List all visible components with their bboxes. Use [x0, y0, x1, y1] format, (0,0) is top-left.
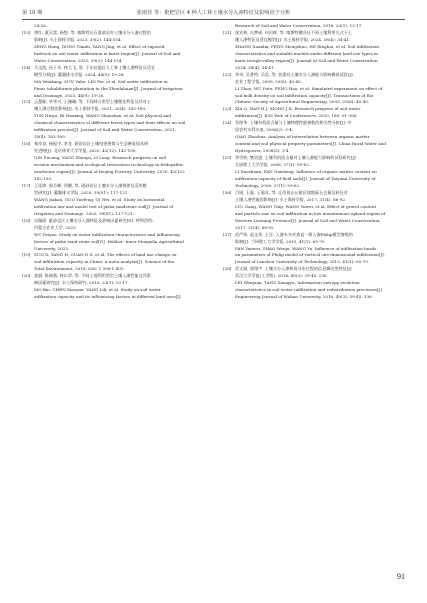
reference-number: [15] — [22, 99, 31, 105]
reference-line: 唐红, 董天富, 杨想, 等. 喀斯特区石漠基岩对土壤水分入渗过程的 — [34, 29, 151, 35]
issue-label: 第 10 期 — [22, 10, 43, 16]
reference-line: 壤入渗特征及适宜模型[J]. 水土保持学报, 2024, 38(4): 34-41. — [235, 36, 351, 42]
reference-line: Research of Soil and Water Conservation, 2016, 23(1): 13-17. — [235, 23, 363, 28]
reference-entry — [223, 232, 405, 267]
reference-entry — [22, 252, 204, 273]
reference-line: and particle size on soil infiltration in low mountainous upland region of — [235, 210, 386, 216]
reference-line: 乔照华. 土壤有机质含量与土壤物理性能参数的相关性分析[J]. 中 — [235, 120, 352, 126]
reference-line: chemical characteristics of different forest types and their effects on soil — [34, 120, 186, 126]
reference-line: Engineering Journal of Wuhan University, 2016, 49(3): 39-45, 136. — [235, 294, 373, 300]
header-rule — [22, 19, 405, 20]
reference-line: LI Zhuo, WU Pute, FENG Hao, et al. Simulated experiment on effect of — [235, 85, 383, 91]
reference-line: Technology, 2006, 37(1): 59-62. — [235, 182, 301, 188]
reference-number: [20] — [22, 273, 31, 279]
reference-line: content and soil physical property parameters[J]. China Rural Water and — [235, 141, 386, 147]
reference-entry — [22, 218, 204, 253]
reference-line: QIAO Zhaohua. Analysis of interrelation between organic matter — [235, 134, 370, 140]
reference-line: 2024, 38(4): 34-41. — [235, 64, 275, 70]
reference-line: 武汉大学学报(工学版), 2016, 49(3): 39-45, 136. — [235, 273, 328, 279]
reference-line: soil infiltration capacity in China: A meta-analysis[J]. Science of the — [34, 259, 175, 265]
running-title: 张雨佳 等：枇杷岩区 4 种人工林土壤水分入渗特征及影响因子分析 — [136, 10, 291, 16]
reference-line: 内蒙古农业大学, 2023. — [34, 224, 77, 230]
reference-line: XIA Q, HAN H J, XIONG J K. Research progress of soil water — [235, 106, 361, 112]
reference-line: erosion mechanism and ecological restoration technology in feldspathic — [34, 162, 184, 168]
reference-continuation — [223, 23, 405, 30]
reference-line: YUN Huiya, BI Huaxing, WANG Shanshan, et al. Soil physical and — [34, 113, 171, 119]
reference-line: 雷文娟, 唐翔宇. 土壤水分入渗和再分布过程的信息熵动变特征[J]. — [235, 266, 353, 272]
reference-line: Journal of Lanzhou University of Technology, 2015, 41(1): 65-70. — [235, 259, 370, 265]
reference-line: Pinus tabuliformis plantation in the Zhenlahuan[J]. Journal of Irrigation — [34, 85, 183, 91]
reference-line: on parameters of Philip model of vertical one-dimensional infiltration[J]. — [235, 252, 385, 258]
reference-entry — [223, 155, 405, 190]
reference-line: ZHANG Xuanlin, FENG Mengshuo, HE Binghui, et al. Soil infiltration — [235, 43, 379, 49]
reference-number: [17] — [22, 182, 31, 188]
reference-line: infiltration[J]. E3S Web of Conferences, 2020, 189: 01 006. — [235, 113, 358, 119]
reference-line: 型研究[J]. 灌溉排水学报, 2020, 39(S1): 117-121. — [34, 189, 129, 195]
reference-entry — [223, 190, 405, 232]
reference-line: 模型分析[J]. 灌溉排水学报, 2024, 44(9): 19-26. — [34, 71, 125, 77]
reference-line: 土壤入渗性能的影响[J]. 水土保持学报, 2017, 31(4): 86-92. — [235, 196, 347, 202]
reference-line: Total Environment, 2018, 626: 1 398-1 401. — [34, 266, 125, 272]
reference-line: 莫斌, 陈晓燕, 林以翠, 等. 不同土地利用类型土壤入渗性能及其影 — [34, 273, 151, 279]
reference-number: [18] — [22, 217, 31, 223]
reference-line: 吴佩瑶. 砒砂岩区土壤水分入渗特征及影响因素研究[D]. 呼和浩特: — [34, 217, 154, 223]
reference-number: [24] — [223, 120, 232, 126]
reference-number: [26] — [223, 189, 232, 195]
reference-line: Hydropower, 2008(2): 3-4. — [235, 148, 290, 154]
reference-line: 李卓, 吴普特, 冯浩, 等. 容重对土壤水分入渗能力影响模拟试验[J]. — [235, 71, 354, 77]
reference-line: MO Bin, CHEN Xiaoyan, YANG Lili, et al. Study on soil water — [34, 287, 161, 293]
reference-line: infiltration capacity of field soils[J]. Journal of Taiyuan University of — [235, 175, 376, 181]
reference-line: infiltration law and model test of pisha sandstone soil[J]. Journal of — [34, 203, 174, 209]
reference-line: WANG Jiakun, GUO Yuefeng, QI Wei, et al. Study on horizontal — [34, 196, 165, 202]
reference-line: 农业工程学报, 2009, 25(6): 40-45. — [235, 78, 302, 84]
reference-line: factors of pisha sand stone soil[D]. Hohhot: Inner Mongolia Agricultural — [34, 238, 184, 244]
reference-entry — [223, 72, 405, 107]
reference-line: Western Liaoning Province[J]. Journal of Soil and Water Conservation, — [235, 217, 381, 223]
reference-entry — [22, 30, 204, 65]
reference-number: [25] — [223, 155, 232, 161]
reference-line: LI Xuezhuan, FAN Guisheng. Influence of organic matter content on — [235, 169, 377, 175]
reference-line: QIN Fucang, YANG Zhenyu, LI Long. Research progress on soil — [34, 155, 166, 161]
page-number: 91 — [397, 572, 405, 581]
reference-line: MA Wenkang, SUN Yuhe, LIN Fei, et al. Soil water infiltration in — [34, 78, 168, 84]
reference-line: 王佳坤, 郭月峰, 祁腾, 等. 砒砂岩区土壤水分入渗规律及适用模 — [34, 182, 147, 188]
reference-number: [19] — [22, 252, 31, 258]
reference-line: 张宣林, 冯梦硕, 何丙辉, 等. 喀斯特槽谷区不同土地利用方式下土 — [235, 29, 352, 35]
reference-line: ZENG Hong, DONG Tianfu, YANG Jing, et al. Effect of exposed — [34, 43, 165, 49]
reference-line: 秦泉良, 杨振宇, 李龙. 砒砂岩区土壤侵蚀规律与生态修复技术研 — [34, 141, 149, 147]
reference-line: University, 2023. — [34, 245, 70, 251]
reference-line: infiltration capacity and its influencing factors in different land uses[J]. — [34, 294, 182, 300]
reference-continuation — [22, 23, 204, 30]
reference-line: LYU Gang, WANG Ting, WANG Yuwei, et al. Effect of gravel content — [235, 203, 377, 209]
reference-line: 范严伟, 赵文举, 王昱. 入渗水头对垂直一维入渗Philip模型参数的 — [235, 231, 353, 237]
reference-line: 李雪转, 樊贵盛. 土壤有机质含量对土壤入渗能力影响的试验研究[J]. — [235, 155, 357, 161]
reference-line: Chinese Society of Agricultural Engineering, 2009, 25(6): 40-45. — [235, 99, 370, 105]
reference-number: [13] — [22, 29, 31, 35]
reference-line: 2017, 31(4): 86-92. — [235, 224, 275, 230]
reference-line: WU Peiyao. Study on water infiltration characteristics and influencing — [34, 231, 180, 237]
reference-line: LEI Wenjuan, TANG Xiangyu. Information entropy evolution — [235, 280, 360, 286]
reference-line: FAN Yanwei, ZHAO Wenju, WANG Yu. Influence of infiltration heads — [235, 245, 377, 251]
reference-number: [28] — [223, 266, 232, 272]
reference-entry — [22, 273, 204, 301]
reference-line: soil bulk density on soil infiltration capacity[J]. Transactions of the — [235, 92, 374, 98]
reference-line: Irrigation and Drainage, 2020, 39(S1): 117-121. — [34, 210, 134, 216]
reference-number: [16] — [22, 141, 31, 147]
reference-line: infiltration process[J]. Journal of Soil and Water Conservation, 2021, — [34, 127, 177, 133]
reference-line: 太原理工大学学报, 2006, 37(1): 59-62. — [235, 162, 311, 168]
reference-number: [22] — [223, 71, 232, 77]
right-column — [223, 23, 405, 301]
reference-line: 响因素研究[J]. 水土保持研究, 2016, 23(1): 13-17. — [34, 280, 129, 286]
reference-line: Water Conservation, 2023, 39(2): 144-154. — [34, 57, 123, 63]
reference-entry — [22, 65, 204, 100]
reference-line: sandstone region[J]. Journal of Beijing Forestry University, 2020, 42(12): — [34, 169, 186, 175]
reference-line: karst trough-valley region[J]. Journal of Soil and Water Conservation, — [235, 57, 379, 63]
reference-entry — [22, 141, 204, 183]
reference-line: bedrock on soil water infiltration in karst region[J]. Journal of Soil and — [34, 50, 181, 56]
reference-line: 云慧栋, 毕华兴, 王珊珊, 等. 不同林分类型土壤理化特征及其对土 — [34, 99, 151, 105]
reference-number: [21] — [223, 29, 232, 35]
reference-entry — [223, 266, 405, 301]
reference-line: 吕刚, 王磊, 王瑜凤, 等. 辽西低山丘陵区坡地砾石含量及粒径对 — [235, 189, 348, 195]
reference-line: and Drainage, 2025, 44(9): 19-26. — [34, 92, 105, 98]
reference-line: 影响[J]. 水土保持学报, 2023, 39(2): 144-154. — [34, 36, 122, 42]
reference-line: 24-26. — [34, 23, 48, 28]
reference-number: [27] — [223, 231, 232, 237]
reference-entry — [223, 120, 405, 155]
reference-line: 142-150. — [34, 175, 53, 181]
reference-line: characteristics in soil water infiltration and redistribution processes[J]. — [235, 287, 384, 293]
reference-line: 影响[J]. 兰州理工大学学报, 2015, 41(1): 65-70. — [235, 238, 326, 244]
reference-number: [23] — [223, 106, 232, 112]
reference-line: characteristics and suitable models under different land use types in — [235, 50, 378, 56]
reference-line: 壤入渗过程的影响[J]. 水土保持学报, 2021, 35(4): 183-189. — [34, 106, 147, 112]
reference-entry — [223, 106, 405, 120]
reference-line: 马文凯, 孙子卉, 林大飞, 等. 于年拉地区人工林土壤入渗特征及适宜 — [34, 64, 155, 70]
reference-entry — [22, 99, 204, 141]
reference-entry — [223, 30, 405, 72]
reference-entry — [22, 183, 204, 218]
reference-number: [14] — [22, 64, 31, 70]
running-header — [22, 8, 405, 18]
reference-line: SUN D, YANG H, GUAN D X, et al. The effects of land use change on — [34, 252, 177, 258]
reference-line: 35(4): 183-189. — [34, 134, 67, 140]
reference-line: 究进展[J]. 北京林业大学学报, 2020, 42(12): 142-150. — [34, 148, 137, 154]
left-column — [22, 23, 204, 301]
reference-line: 国农村水利水电, 2008(2): 3-4. — [235, 127, 294, 133]
